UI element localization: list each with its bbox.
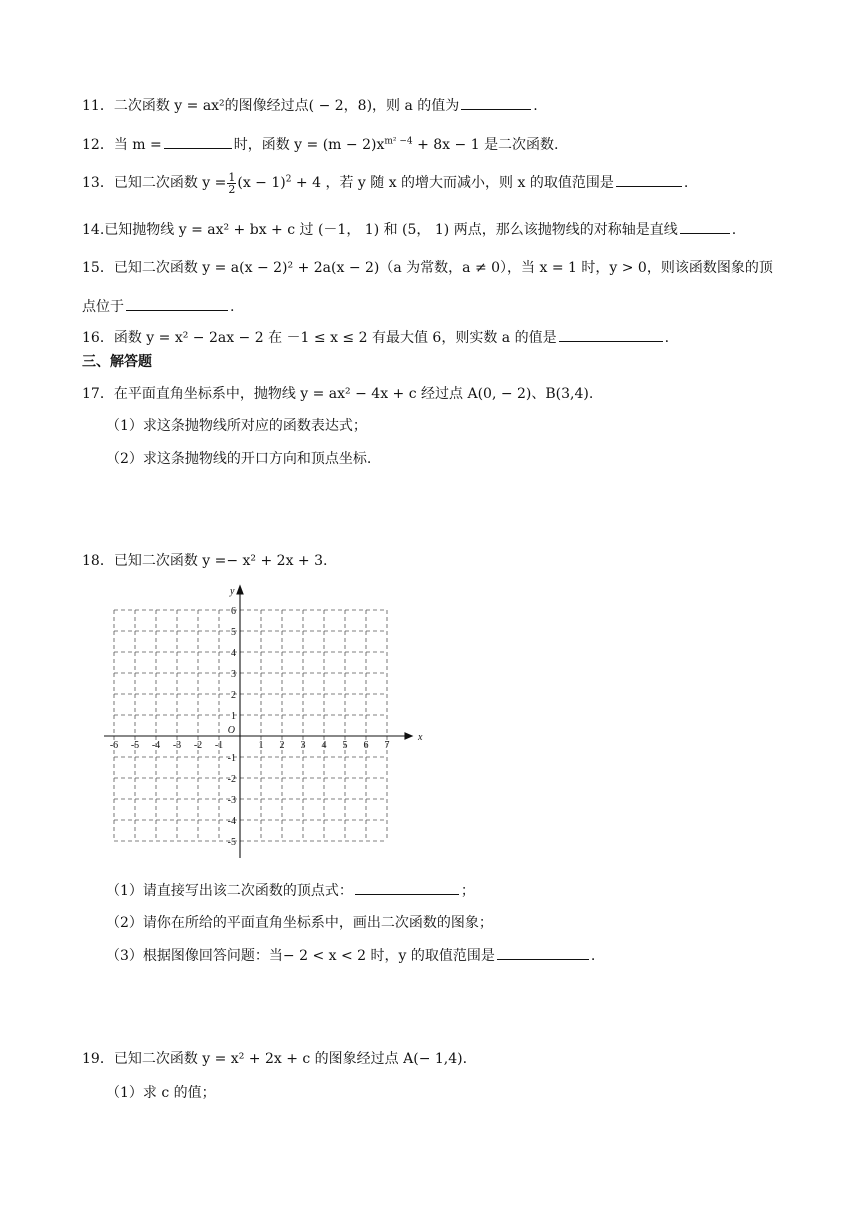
answer-blank [497, 945, 589, 960]
section-heading: 三、解答题 [82, 354, 152, 370]
y-axis-arrow [237, 586, 243, 594]
y-tick-label: 5 [231, 627, 236, 638]
y-tick-label: -1 [227, 753, 236, 764]
question-12: 12．当 m = 时，函数 $y = (m - 2)x^{m^2 -4} + 8x - 1$ 是二次函数. [82, 134, 559, 155]
x-tick-label: 1 [258, 740, 264, 751]
question-17-part-1: （1）求这条抛物线所对应的函数表达式； [106, 418, 367, 434]
question-13: 13．已知二次函数 y = $\frac{1}{2}$ $(x - 1)^2 + 4$ ，若 y 随 x 的增大而减小，则 x 的取值范围是 . [82, 170, 689, 196]
question-19-stem: 19．已知二次函数 y = x² + 2x + c 的图象经过点 A(− 1,4). [82, 1051, 468, 1067]
answer-blank [616, 172, 682, 187]
x-tick-label: -2 [193, 740, 203, 751]
y-tick-label: 2 [231, 690, 236, 701]
question-16: 16．函数 y = x² − 2ax − 2 在 －1 ≤ x ≤ 2 有最大值 6，则实数 a 的值是 . [82, 327, 669, 348]
origin-label: O [227, 725, 235, 736]
y-tick-label: -4 [227, 816, 236, 827]
x-tick-label: 2 [279, 740, 285, 751]
x-tick-label: -6 [109, 740, 119, 751]
question-14: 14.已知抛物线 y = ax² + bx + c 过 (－1， 1) 和 (5， 1) 两点，那么该抛物线的对称轴是直线 . [82, 219, 736, 240]
question-17-stem: 17．在平面直角坐标系中，抛物线 y = ax² − 4x + c 经过点 A(0, − 2)、B(3,4). [82, 386, 594, 402]
x-tick-label: -3 [172, 740, 182, 751]
answer-blank [461, 95, 531, 110]
y-tick-label: 1 [231, 711, 236, 722]
y-tick-label: -3 [227, 795, 236, 806]
y-tick-label: 6 [231, 606, 236, 617]
question-11: 11．二次函数 y = ax²的图像经过点( − 2，8)，则 a 的值为 . [82, 95, 538, 116]
answer-blank [559, 327, 663, 342]
x-axis-arrow [405, 733, 412, 739]
x-tick-label: 7 [384, 740, 390, 751]
fraction: $\frac{1}{2}$ [228, 170, 236, 196]
y-tick-label: -5 [227, 837, 236, 848]
question-18-stem: 18．已知二次函数 y =− x² + 2x + 3. [82, 553, 328, 569]
y-tick-label: -2 [227, 774, 236, 785]
question-17-part-2: （2）求这条抛物线的开口方向和顶点坐标. [106, 451, 372, 467]
coordinate-grid [100, 582, 430, 864]
question-19-part-1: （1）求 c 的值； [106, 1085, 216, 1101]
question-18-part-3: （3）根据图像回答问题：当− 2 < x < 2 时，y 的取值范围是 . [106, 945, 595, 966]
x-tick-label: -5 [130, 740, 140, 751]
x-tick-label: -1 [214, 740, 224, 751]
x-tick-label: 4 [321, 740, 327, 751]
answer-blank [680, 219, 730, 234]
answer-blank [355, 880, 459, 895]
x-tick-label: 5 [342, 740, 348, 751]
x-tick-label: 6 [363, 740, 369, 751]
x-axis-label: x [418, 732, 423, 743]
question-15-line-2: 点位于 . [82, 296, 234, 317]
x-tick-label: 3 [300, 740, 306, 751]
y-axis-label: y [230, 586, 235, 597]
question-15-line-1: 15．已知二次函数 y = a(x − 2)² + 2a(x − 2)（a 为常数，a ≠ 0），当 x = 1 时，y > 0，则该函数图象的顶 [82, 260, 773, 276]
answer-blank [126, 296, 228, 311]
question-18-part-1: （1）请直接写出该二次函数的顶点式： ； [106, 880, 475, 901]
answer-blank [164, 134, 232, 149]
y-tick-label: 4 [231, 648, 236, 659]
y-tick-label: 3 [231, 669, 236, 680]
x-tick-label: -4 [151, 740, 161, 751]
question-18-part-2: （2）请你在所给的平面直角坐标系中，画出二次函数的图象； [106, 915, 493, 931]
